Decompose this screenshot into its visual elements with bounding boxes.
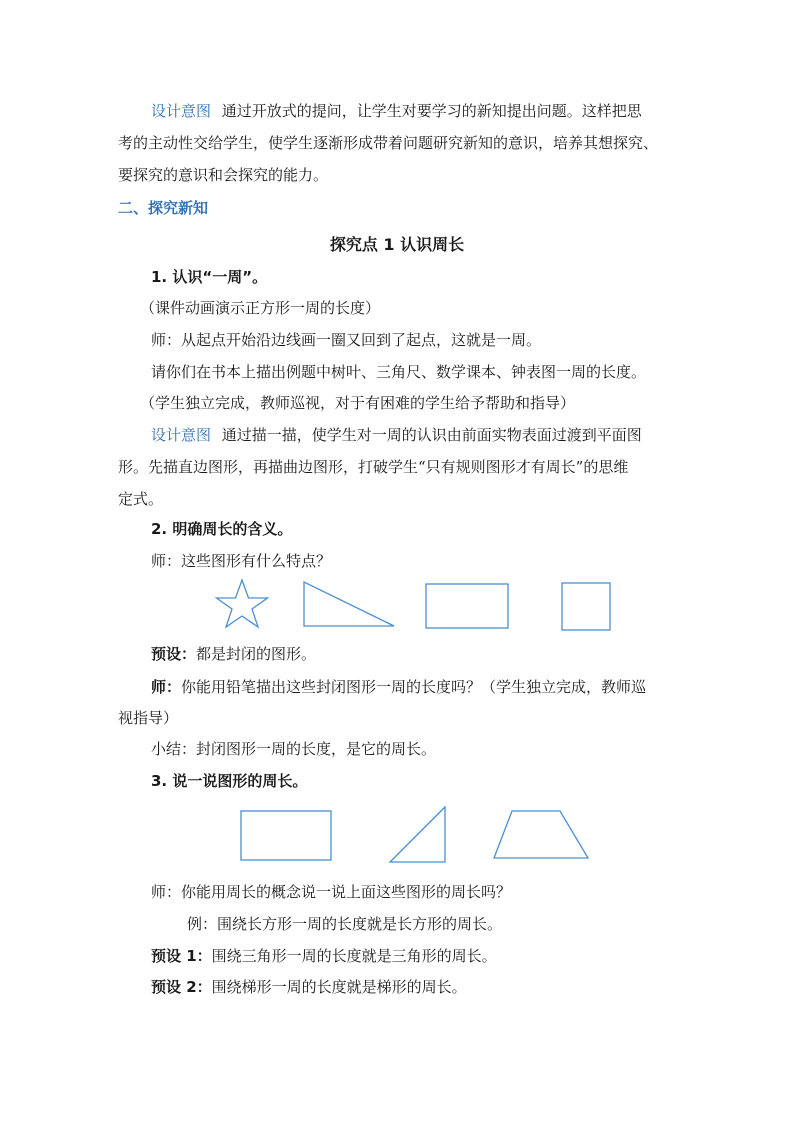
item1-ask: 请你们在书本上描出例题中树叶、三角尺、数学课本、钟表图一周的长度。: [151, 363, 647, 381]
point-title: 探究点 1 认识周长: [329, 235, 465, 254]
item2-preset: [151, 644, 316, 664]
right-triangle-shape: [304, 582, 394, 626]
closed-shapes-row: [217, 580, 611, 630]
preset2-text: 围绕梯形一周的长度就是梯形的周长。: [211, 978, 467, 996]
teacher2-note: （学生独立完成，教师巡: [481, 678, 647, 696]
design-intent-tag: 设计意图: [151, 426, 212, 444]
intent2-line2: 形。先描直边图形，再描曲边图形，打破学生“只有规则图形才有周长”的思维: [118, 458, 629, 476]
item2-teacher: 师：这些图形有什么特点？: [151, 552, 332, 570]
star-shape: [217, 580, 268, 627]
rectangle-shape: [426, 584, 508, 628]
preset2-label: 预设 2：: [151, 978, 212, 996]
square-shape: [562, 583, 610, 630]
preset-text: 都是封闭的图形。: [196, 645, 317, 663]
preset-label: 预设：: [151, 645, 197, 663]
item2-summary: 小结：封闭图形一周的长度，是它的周长。: [151, 740, 437, 758]
trapezoid-shape: [494, 811, 588, 858]
item3-example: 例：围绕长方形一周的长度就是长方形的周长。: [187, 915, 503, 933]
item3-preset2: [151, 977, 467, 997]
intent2-text1: 通过描一描，使学生对一周的认识由前面实物表面过渡到平面图: [221, 426, 642, 444]
preset1-text: 围绕三角形一周的长度就是三角形的周长。: [211, 947, 497, 965]
perimeter-shapes-row: [241, 807, 588, 862]
item1-heading: 1. 认识“一周”。: [151, 268, 268, 286]
intent1-line2: 考的主动性交给学生，使学生逐渐形成带着问题研究新知的意识，培养其想探究、: [118, 134, 659, 152]
teacher2-label: 师：: [151, 678, 182, 696]
intent1-text1: 通过开放式的提问，让学生对要学习的新知提出问题。这样把思: [221, 102, 642, 120]
intent1-line3: 要探究的意识和会探究的能力。: [118, 166, 329, 184]
design-intent-tag: 设计意图: [151, 102, 212, 120]
item3-preset1: [151, 946, 497, 966]
item1-note2: （学生独立完成，教师巡视，对于有困难的学生给予帮助和指导）: [140, 394, 576, 412]
intent2-line3: 定式。: [118, 490, 164, 508]
triangle-shape-2: [390, 807, 445, 862]
item2-teacher2: [151, 677, 646, 697]
teacher2-note2: 视指导）: [118, 709, 179, 727]
item3-heading: 3. 说一说图形的周长。: [151, 772, 308, 790]
item1-note: （课件动画演示正方形一周的长度）: [140, 299, 381, 317]
section-heading: 二、探究新知: [118, 199, 209, 217]
teacher2-text: 你能用铅笔描出这些封闭图形一周的长度吗？: [181, 678, 482, 696]
item3-teacher: 师：你能用周长的概念说一说上面这些图形的周长吗？: [151, 883, 512, 901]
item2-heading: 2. 明确周长的含义。: [151, 520, 293, 538]
preset1-label: 预设 1：: [151, 947, 212, 965]
rectangle-shape-2: [241, 811, 331, 860]
item1-teacher: 师：从起点开始沿边线画一圈又回到了起点，这就是一周。: [151, 331, 542, 349]
